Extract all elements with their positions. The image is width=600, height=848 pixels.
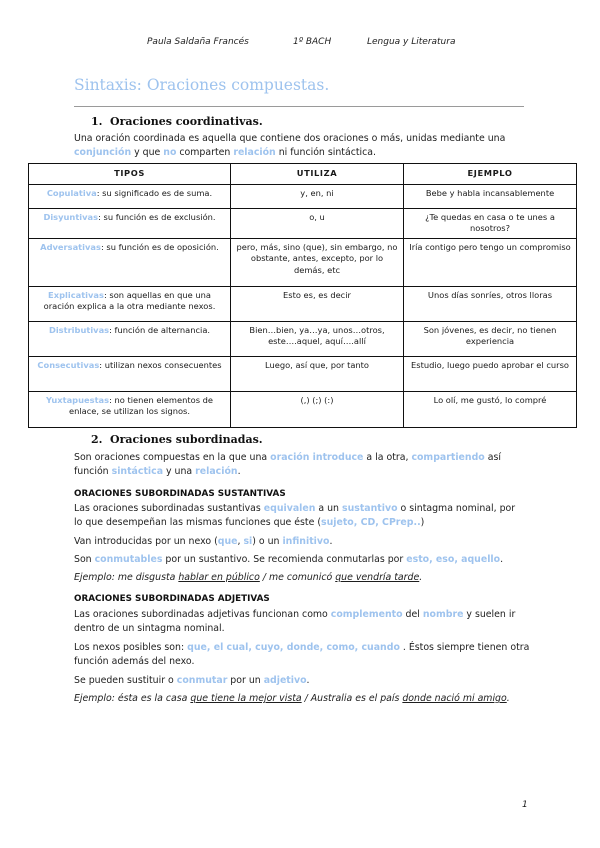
intro-text: a la otra,	[363, 452, 412, 463]
body-text: y suelen ir	[463, 609, 516, 620]
body-text: . Éstos siempre tienen otra	[399, 642, 530, 653]
highlight-nombre: nombre	[422, 609, 464, 620]
highlight-si: si	[243, 536, 253, 547]
highlight-equivalen: equivalen	[263, 503, 316, 514]
section1-intro-line2	[74, 146, 529, 160]
type-desc: : su significado es de suma.	[96, 187, 213, 198]
type-desc: : función de alternancia.	[109, 324, 211, 335]
highlight-no: no	[163, 147, 177, 158]
cell-utiliza: y, en, ni	[231, 184, 404, 208]
cell-tipo	[29, 321, 231, 356]
section1-title: Oraciones coordinativas.	[110, 115, 263, 128]
section2-intro-line2	[74, 465, 529, 479]
body-text: Los nexos posibles son:	[74, 642, 188, 653]
intro-text: y una	[163, 466, 196, 477]
cell-tipo	[29, 356, 231, 391]
cell-ejemplo: ¿Te quedas en casa o te unes a nosotros?	[404, 208, 577, 238]
type-name: Yuxtapuestas	[45, 394, 110, 405]
cell-ejemplo: Unos días sonríes, otros lloras	[404, 286, 577, 321]
type-name: Copulativa	[46, 187, 97, 198]
highlight-complemento: complemento	[330, 609, 403, 620]
body-text: del	[402, 609, 423, 620]
highlight-relacion: relación	[195, 466, 238, 477]
type-name: Disyuntivas	[43, 211, 99, 222]
section1-heading	[91, 115, 263, 128]
sustantivas-example	[74, 571, 529, 585]
highlight-nexos: que, el cual, cuyo, donde, como, cuando	[187, 642, 400, 653]
highlight-compartiendo: compartiendo	[411, 452, 485, 463]
adjetivas-heading: ORACIONES SUBORDINADAS ADJETIVAS	[74, 594, 270, 604]
cell-ejemplo: Son jóvenes, es decir, no tienen experiencia	[404, 321, 577, 356]
intro-text: comparten	[176, 147, 234, 158]
section2-number: 2.	[91, 433, 103, 446]
table-row	[29, 391, 577, 427]
header-ejemplo: EJEMPLO	[404, 164, 577, 185]
cell-tipo	[29, 238, 231, 286]
coordinate-types-table	[28, 163, 577, 428]
highlight-functions: sujeto, CD, CPrep..	[321, 517, 421, 528]
type-desc: : su función es de exclusión.	[98, 211, 216, 222]
cell-ejemplo: Bebe y habla incansablemente	[404, 184, 577, 208]
section2-heading	[91, 433, 263, 446]
type-desc: : su función es de oposición.	[100, 241, 219, 252]
type-name: Explicativas	[48, 289, 104, 300]
example-text: Ejemplo: ésta es la casa	[74, 693, 191, 704]
cell-tipo	[29, 208, 231, 238]
header-course: 1º BACH	[293, 37, 332, 47]
page-number: 1	[522, 800, 528, 810]
example-text: / Australia es el país	[301, 693, 403, 704]
highlight-sustantivo: sustantivo	[341, 503, 398, 514]
type-name: Distributivas	[48, 324, 110, 335]
example-text: .	[419, 572, 423, 583]
example-underlined: que vendría tarde	[335, 572, 420, 583]
example-text: Ejemplo: me disgusta	[74, 572, 179, 583]
type-name: Adversativas	[40, 241, 101, 252]
highlight-conjuncion: conjunción	[74, 147, 132, 158]
type-name: Consecutivas	[37, 359, 100, 370]
body-text: ) o un	[252, 536, 283, 547]
table-header-row	[29, 164, 577, 185]
section1-number: 1.	[91, 115, 103, 128]
body-text: .	[329, 536, 333, 547]
cell-ejemplo: Estudio, luego puedo aprobar el curso	[404, 356, 577, 391]
highlight-esto-eso-aquello: esto, eso, aquello	[406, 554, 501, 565]
table-row	[29, 208, 577, 238]
sustantivas-p2	[74, 535, 529, 549]
adjetivas-p1-line1	[74, 608, 529, 622]
cell-utiliza: (,) (;) (:)	[231, 391, 404, 427]
type-desc: : son aquellas en que una oración explica a la otra mediante nexos.	[43, 289, 216, 311]
cell-utiliza: Bien…bien, ya…ya, unos…otros, este….aquel, aquí….allí	[231, 321, 404, 356]
cell-utiliza: Luego, así que, por tanto	[231, 356, 404, 391]
header-utiliza: UTILIZA	[231, 164, 404, 185]
title-divider	[74, 106, 524, 107]
sustantivas-heading: ORACIONES SUBORDINADAS SUSTANTIVAS	[74, 489, 286, 499]
intro-text: y que	[131, 147, 164, 158]
sustantivas-p1-line1	[74, 502, 529, 516]
cell-tipo	[29, 286, 231, 321]
header-author: Paula Saldaña Francés	[147, 37, 249, 47]
sustantivas-p1-line2	[74, 516, 529, 530]
adjetivas-p2-line1	[74, 641, 529, 655]
cell-ejemplo: Lo olí, me gustó, lo compré	[404, 391, 577, 427]
table-row	[29, 356, 577, 391]
adjetivas-p3	[74, 674, 529, 688]
page-title: Sintaxis: Oraciones compuestas.	[74, 76, 330, 94]
section1-intro-line1	[74, 132, 529, 146]
table-row	[29, 286, 577, 321]
body-text: )	[420, 517, 425, 528]
intro-text: .	[237, 466, 241, 477]
highlight-conmutar: conmutar	[176, 675, 228, 686]
intro-text: así	[484, 452, 501, 463]
body-text: Van introducidas por un nexo (	[74, 536, 218, 547]
example-text: .	[506, 693, 510, 704]
intro-text: función	[74, 466, 112, 477]
section1-intro-text: Una oración coordinada es aquella que contiene dos oraciones o más, unidas mediante una	[74, 133, 506, 144]
type-desc: : utilizan nexos consecuentes	[99, 359, 222, 370]
highlight-oracion-introduce: oración introduce	[270, 452, 364, 463]
table-row	[29, 321, 577, 356]
sustantivas-p3	[74, 553, 529, 567]
type-desc: : no tienen elementos de enlace, se utilizan los signos.	[68, 394, 214, 416]
body-text: .	[306, 675, 310, 686]
body-text: .	[500, 554, 504, 565]
example-underlined: hablar en público	[178, 572, 260, 583]
header-subject: Lengua y Literatura	[367, 37, 456, 47]
table-row	[29, 238, 577, 286]
body-text: ,	[237, 536, 244, 547]
highlight-que: que	[217, 536, 238, 547]
body-text: por un sustantivo. Se recomienda conmutarlas por	[162, 554, 407, 565]
intro-text: Son oraciones compuestas en la que una	[74, 452, 271, 463]
example-underlined: que tiene la mejor vista	[190, 693, 302, 704]
cell-ejemplo: Iría contigo pero tengo un compromiso	[404, 238, 577, 286]
body-text: o sintagma nominal, por	[397, 503, 516, 514]
table-row	[29, 184, 577, 208]
adjetivas-p2-line2: función además del nexo.	[74, 656, 195, 667]
body-text: Son	[74, 554, 95, 565]
body-text: lo que desempeñan las mismas funciones que éste (	[74, 517, 321, 528]
body-text: Las oraciones subordinadas sustantivas	[74, 503, 264, 514]
section2-intro-line1	[74, 451, 529, 465]
highlight-sintactica: sintáctica	[111, 466, 164, 477]
highlight-conmutables: conmutables	[94, 554, 163, 565]
body-text: a un	[315, 503, 342, 514]
cell-utiliza: pero, más, sino (que), sin embargo, no obstante, antes, excepto, por lo demás, etc	[231, 238, 404, 286]
highlight-relacion: relación	[233, 147, 276, 158]
highlight-infinitivo: infinitivo	[282, 536, 330, 547]
cell-utiliza: o, u	[231, 208, 404, 238]
adjetivas-p1-line2: dentro de un sintagma nominal.	[74, 623, 225, 634]
example-underlined: donde nació mi amigo	[402, 693, 507, 704]
adjetivas-example	[74, 692, 529, 706]
intro-text: ni función sintáctica.	[275, 147, 377, 158]
body-text: Se pueden sustituir o	[74, 675, 177, 686]
cell-utiliza: Esto es, es decir	[231, 286, 404, 321]
cell-tipo	[29, 184, 231, 208]
highlight-adjetivo: adjetivo	[263, 675, 307, 686]
body-text: Las oraciones subordinadas adjetivas funcionan como	[74, 609, 331, 620]
section2-title: Oraciones subordinadas.	[110, 433, 263, 446]
header-tipos: TIPOS	[29, 164, 231, 185]
cell-tipo	[29, 391, 231, 427]
body-text: por un	[227, 675, 264, 686]
example-text: / me comunicó	[259, 572, 336, 583]
